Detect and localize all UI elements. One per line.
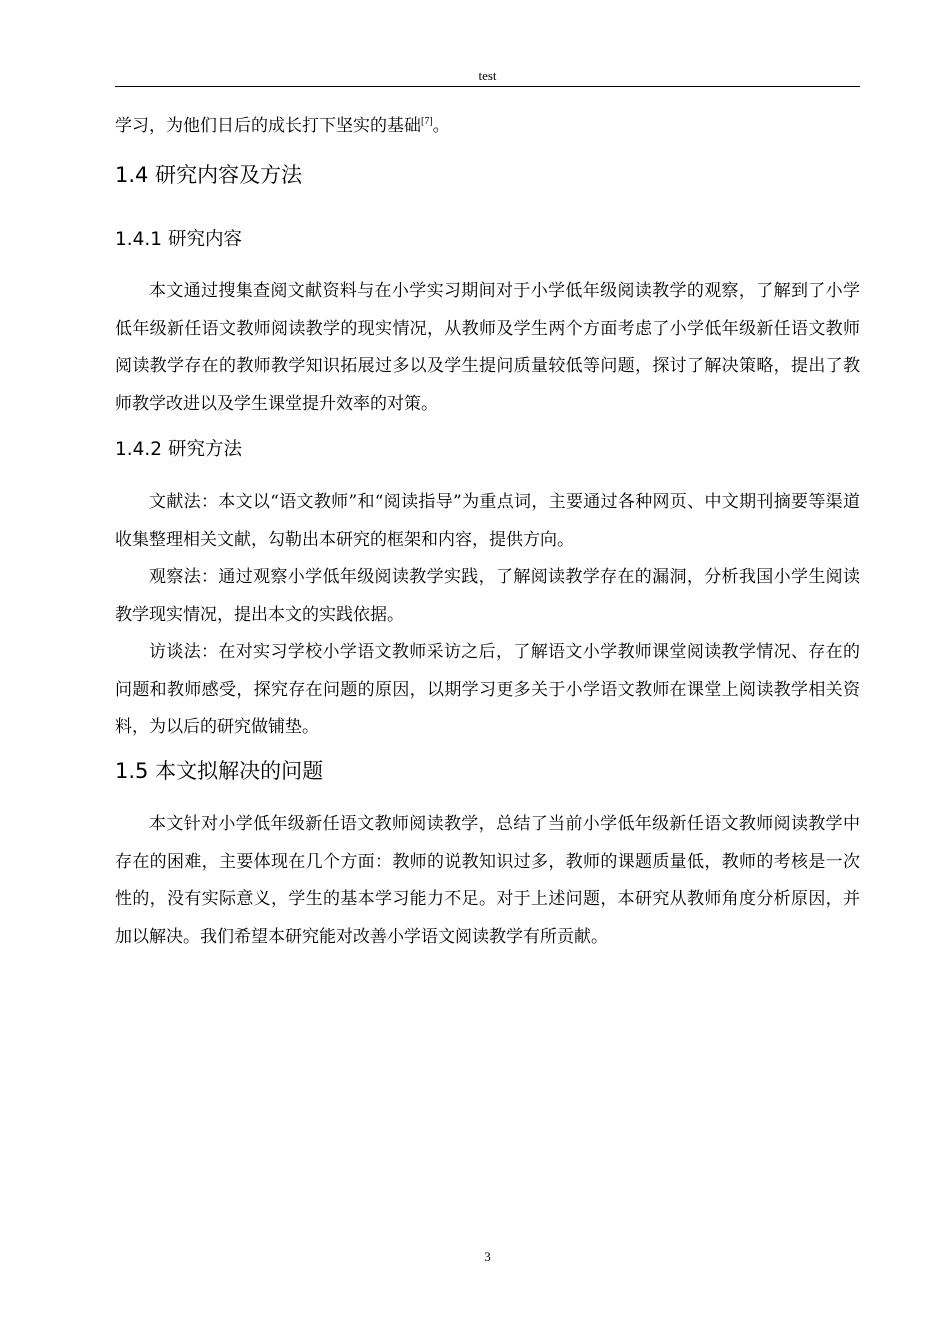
observation-method-paragraph: 观察法：通过观察小学低年级阅读教学实践，了解阅读教学存在的漏洞，分析我国小学生阅读教学现实情况，提出本文的实践依据。 (115, 567, 860, 625)
page-footer (115, 1248, 860, 1266)
citation-reference: [7] (421, 116, 433, 127)
intro-continuation-paragraph (115, 108, 860, 146)
interview-method-paragraph: 访谈法：在对实习学校小学语文教师采访之后，了解语文小学教师课堂阅读教学情况、存在的问题和教师感受，探究存在问题的原因，以期学习更多关于小学语文教师在课堂上阅读教学相关资料，为以后的研究做铺垫。 (115, 642, 860, 737)
literature-method-paragraph: 文献法：本文以“语文教师”和“阅读指导”为重点词，主要通过各种网页、中文期刊摘要等渠道收集整理相关文献，勾勒出本研究的框架和内容，提供方向。 (115, 492, 860, 550)
problem-statement-paragraph: 本文针对小学低年级新任语文教师阅读教学，总结了当前小学低年级新任语文教师阅读教学中存在的困难，主要体现在几个方面：教师的说教知识过多，教师的课题质量低，教师的考核是一次性的，没有实际意义，学生的基本学习能力不足。对于上述问题，本研究从教师角度分析原因，并加以解决。我们希望本研究能对改善小学语文阅读教学有所贡献。 (115, 814, 860, 947)
page-header (115, 66, 860, 87)
running-title: test (478, 68, 497, 83)
section-1-4-1-heading: 1.4.1 研究内容 (115, 229, 242, 250)
intro-continuation-end: 。 (432, 116, 450, 136)
page-number: 3 (484, 1249, 491, 1264)
section-1-5-heading: 1.5 本文拟解决的问题 (115, 759, 324, 783)
intro-continuation-text: 学习，为他们日后的成长打下坚实的基础 (115, 116, 421, 136)
section-1-4-heading: 1.4 研究内容及方法 (115, 163, 303, 187)
section-1-4-2-heading: 1.4.2 研究方法 (115, 439, 242, 460)
research-content-paragraph: 本文通过搜集查阅文献资料与在小学实习期间对于小学低年级阅读教学的观察，了解到了小学低年级新任语文教师阅读教学的现实情况，从教师及学生两个方面考虑了小学低年级新任语文教师阅读教学存在的教师教学知识拓展过多以及学生提问质量较低等问题，探讨了解决策略，提出了教师教学改进以及学生课堂提升效率的对策。 (115, 281, 860, 414)
